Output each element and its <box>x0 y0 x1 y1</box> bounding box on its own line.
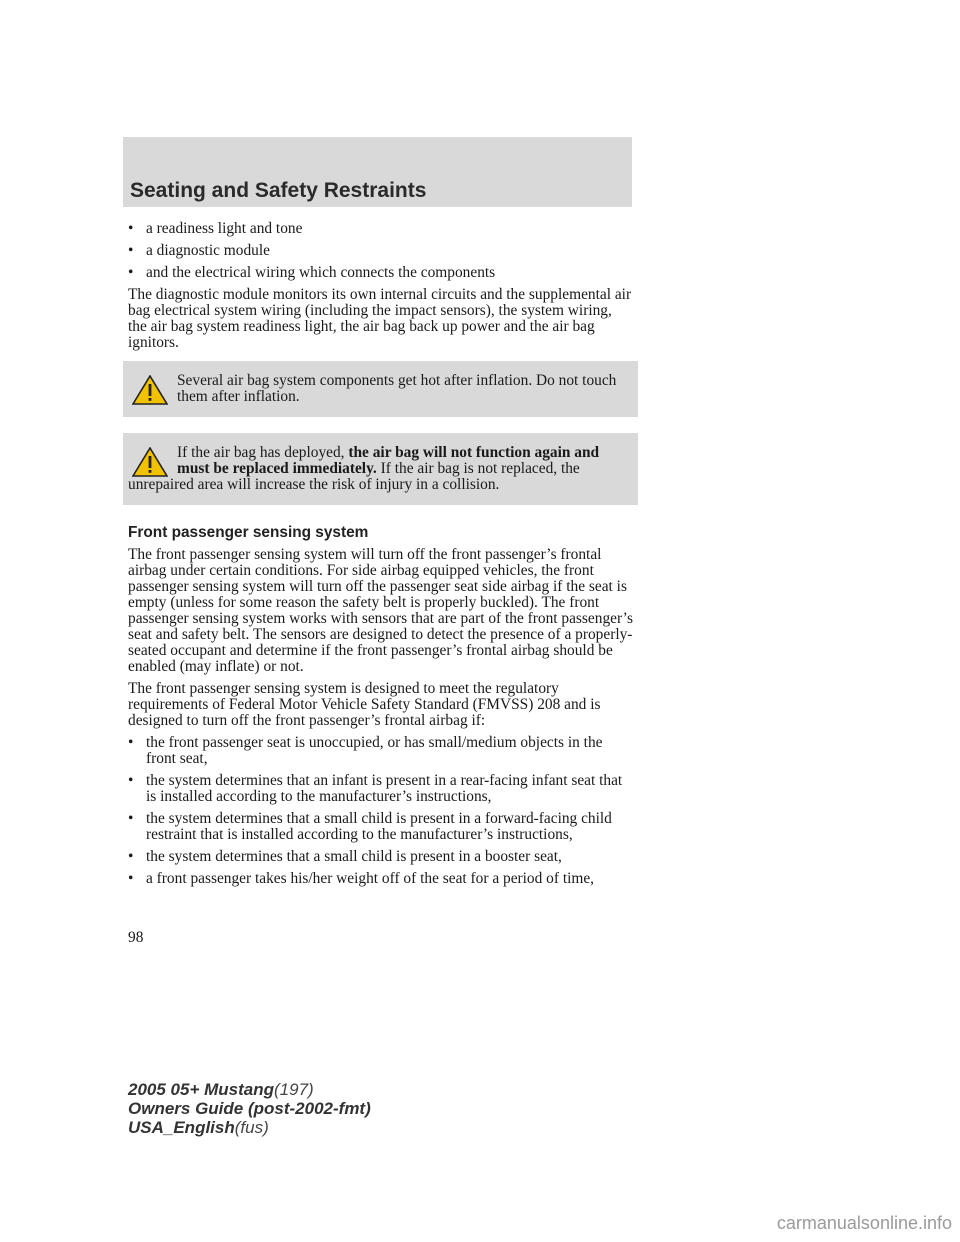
footer-line-language: USA_English(fus) <box>128 1118 269 1137</box>
paragraph-sensing-overview: The front passenger sensing system will turn off the front passenger’s frontal airbag under certain conditions. For side airbag equipped vehicles, the front passenger sensing system will turn off the passenger seat side airbag if the seat is empty (unless for some reason the safety belt is properly buckled). The front passenger sensing system works with sensors that are part of the front passenger’s seat and safety belt. The sensors are designed to detect the presence of a properly-seated occupant and determine if the front passenger’s frontal airbag should be enabled (may inflate) or not. <box>128 546 633 675</box>
subheading-passenger-sensing: Front passenger sensing system <box>128 524 369 541</box>
page-number: 98 <box>128 929 144 946</box>
section-title: Seating and Safety Restraints <box>130 179 427 202</box>
footer-line-model: 2005 05+ Mustang(197) <box>128 1080 314 1099</box>
list-item: • and the electrical wiring which connects the components <box>128 264 496 281</box>
warning-triangle-icon <box>132 375 168 405</box>
list-item: • the front passenger seat is unoccupied, or has small/medium objects in the front seat, <box>128 734 603 767</box>
list-item: • the system determines that a small child is present in a booster seat, <box>128 848 562 865</box>
document-footer <box>128 1080 371 1137</box>
bullet-icon: • <box>128 772 134 789</box>
warning-text-hot-components: Several air bag system components get hot after inflation. Do not touch them after inflation. <box>177 372 617 405</box>
list-item: • the system determines that an infant is present in a rear-facing infant seat that is installed according to the manufacturer’s instructions, <box>128 772 623 805</box>
bullet-icon: • <box>128 734 134 751</box>
components-list <box>128 221 633 281</box>
list-item: • the system determines that a small child is present in a forward-facing child restraint that is installed according to the manufacturer’s instructions, <box>128 810 612 843</box>
bullet-icon: • <box>128 810 134 827</box>
bullet-icon: • <box>128 848 134 865</box>
bullet-icon: • <box>128 870 134 887</box>
paragraph-fmvss: The front passenger sensing system is designed to meet the regulatory requirements of Federal Motor Vehicle Safety Standard (FMVSS) 208 and is designed to turn off the front passenger’s frontal airbag if: <box>128 680 601 729</box>
page-content <box>128 221 633 893</box>
diagnostic-paragraph: The diagnostic module monitors its own internal circuits and the supplemental air bag electrical system wiring (including the impact sensors), the system wiring, the air bag system readiness light, the air bag back up power and the air bag ignitors. <box>128 286 632 351</box>
bullet-icon: • <box>128 242 134 259</box>
warning-triangle-icon <box>132 447 168 477</box>
bullet-icon: • <box>128 264 134 281</box>
bullet-icon: • <box>128 220 134 237</box>
warning-box-deployed <box>123 433 638 505</box>
footer-line-guide: Owners Guide (post-2002-fmt) <box>128 1099 371 1118</box>
list-item: • a readiness light and tone <box>128 220 303 237</box>
warning-emphasis: the air bag will not function again and must be replaced immediately. <box>177 444 600 477</box>
warning-text-deployed: If the air bag has deployed, the air bag will not function again and must be replaced immediately. If the air bag is not replaced, the unrepaired area will increase the risk of injury in a collision. <box>128 444 600 493</box>
conditions-list <box>128 735 633 887</box>
list-item: • a diagnostic module <box>128 242 270 259</box>
watermark: carmanualsonline.info <box>776 1213 952 1233</box>
list-item: • a front passenger takes his/her weight off of the seat for a period of time, <box>128 870 595 887</box>
warning-box-hot-components <box>123 361 638 417</box>
